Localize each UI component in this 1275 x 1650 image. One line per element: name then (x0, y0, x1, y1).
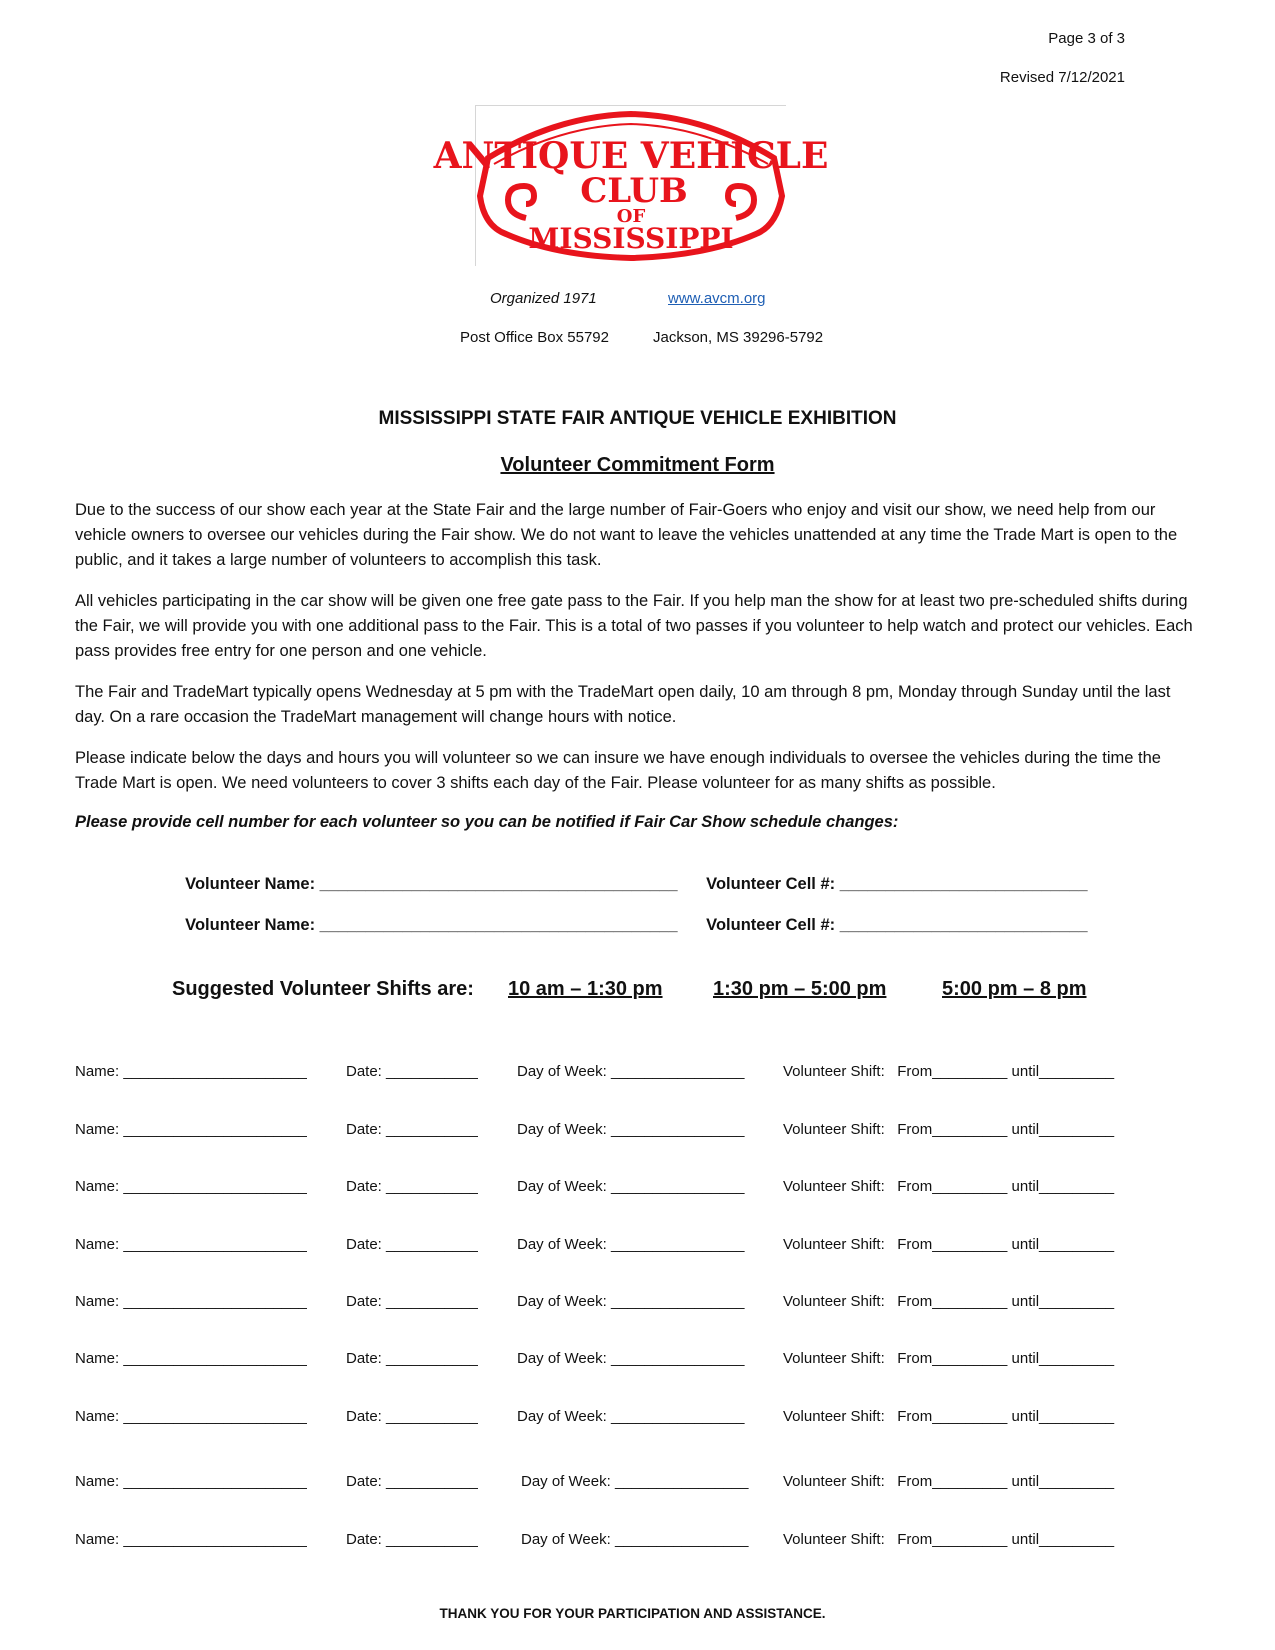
volunteer-name-label: Volunteer Name: (185, 875, 316, 893)
signup-row-cell (521, 1531, 748, 1548)
signup-row-cell (75, 1236, 307, 1253)
date-label: Date: (346, 1473, 382, 1490)
day-of-week-label: Day of Week: (517, 1236, 607, 1253)
logo-scroll-left (508, 186, 534, 218)
signup-row-cell (517, 1063, 744, 1080)
day-of-week-label: Day of Week: (517, 1121, 607, 1138)
date-field[interactable]: ___________ (386, 1178, 478, 1195)
day-of-week-label: Day of Week: (517, 1178, 607, 1195)
city-address: Jackson, MS 39296-5792 (653, 329, 824, 346)
date-field[interactable]: ___________ (386, 1473, 478, 1490)
name-field[interactable]: ______________________ (123, 1063, 307, 1080)
name-label: Name: (75, 1178, 120, 1195)
until-label: until (1011, 1408, 1040, 1425)
signup-row-cell (517, 1293, 744, 1310)
from-label: From (897, 1531, 933, 1548)
volunteer-cell-field[interactable]: ___________________________ (839, 916, 1088, 934)
document-title: MISSISSIPPI STATE FAIR ANTIQUE VEHICLE EXHIBITION (378, 408, 897, 429)
shift-option-1 (508, 978, 663, 1001)
volunteer-cell-label: Volunteer Cell #: (706, 875, 836, 893)
day-of-week-field[interactable]: ________________ (610, 1236, 745, 1253)
name-label: Name: (75, 1236, 120, 1253)
name-label: Name: (75, 1473, 120, 1490)
volunteer-shift-label: Volunteer Shift: (783, 1121, 885, 1138)
date-field[interactable]: ___________ (386, 1121, 478, 1138)
day-of-week-field[interactable]: ________________ (614, 1531, 749, 1548)
website-link[interactable]: www.avcm.org (668, 290, 766, 307)
day-of-week-label: Day of Week: (521, 1473, 611, 1490)
until-label: until (1011, 1473, 1040, 1490)
name-field[interactable]: ______________________ (123, 1178, 307, 1195)
signup-row-cell (346, 1473, 478, 1490)
form-title-text: Volunteer Commitment Form (500, 454, 775, 476)
name-label: Name: (75, 1350, 120, 1367)
from-label: From (897, 1121, 933, 1138)
logo-line-1: ANTIQUE VEHICLE (433, 135, 829, 177)
until-field[interactable]: _________ (1039, 1178, 1115, 1195)
from-field[interactable]: _________ (932, 1408, 1008, 1425)
day-of-week-label: Day of Week: (517, 1350, 607, 1367)
volunteer-cell-field[interactable]: ___________________________ (839, 875, 1088, 893)
signup-row-cell (75, 1121, 307, 1138)
day-of-week-label: Day of Week: (517, 1293, 607, 1310)
club-logo-graphic (433, 106, 829, 266)
day-of-week-field[interactable]: ________________ (610, 1121, 745, 1138)
until-label: until (1011, 1350, 1040, 1367)
po-box: Post Office Box 55792 (460, 329, 609, 346)
day-of-week-field[interactable]: ________________ (610, 1408, 745, 1425)
signup-row-cell (783, 1531, 1114, 1548)
signup-row-cell (783, 1236, 1114, 1253)
signup-row-cell (346, 1236, 478, 1253)
logo-line-3: OF (616, 206, 646, 227)
from-field[interactable]: _________ (932, 1473, 1008, 1490)
signup-row-cell (783, 1293, 1114, 1310)
date-field[interactable]: ___________ (386, 1531, 478, 1548)
signup-row-cell (75, 1063, 307, 1080)
until-label: until (1011, 1236, 1040, 1253)
signup-row-cell (346, 1063, 478, 1080)
paragraph-hours: The Fair and TradeMart typically opens Wednesday at 5 pm with the TradeMart open daily, 10 am through 8 pm, Monday through Sunday until the last day. On a rare occasion the TradeMart management will change hours with notice. (75, 683, 1171, 726)
date-label: Date: (346, 1293, 382, 1310)
from-label: From (897, 1473, 933, 1490)
name-field[interactable]: ______________________ (123, 1473, 307, 1490)
name-field[interactable]: ______________________ (123, 1293, 307, 1310)
from-label: From (897, 1293, 933, 1310)
volunteer-cell-label: Volunteer Cell #: (706, 916, 836, 934)
name-field[interactable]: ______________________ (123, 1531, 307, 1548)
paragraph-intro: Due to the success of our show each year at the State Fair and the large number of Fair-Goers who enjoy and visit our show, we need help from our vehicle owners to oversee our vehicles during the Fair show. We do not want to leave the vehicles unattended at any time the Trade Mart is open to the public, and it takes a large number of volunteers to accomplish this task. (75, 501, 1178, 569)
date-label: Date: (346, 1408, 382, 1425)
from-label: From (897, 1063, 933, 1080)
name-label: Name: (75, 1408, 120, 1425)
shift-option-2-text: 1:30 pm – 5:00 pm (713, 978, 887, 1000)
date-label: Date: (346, 1531, 382, 1548)
from-label: From (897, 1178, 933, 1195)
signup-row-cell (346, 1178, 478, 1195)
logo-line-4: MISSISSIPPI (528, 222, 734, 255)
volunteer-name-field[interactable]: _______________________________________ (319, 916, 678, 934)
signup-row-cell (75, 1293, 307, 1310)
day-of-week-field[interactable]: ________________ (610, 1350, 745, 1367)
paragraph-passes: All vehicles participating in the car show will be given one free gate pass to the Fair. If you help man the show for at least two pre-scheduled shifts during the Fair, we will provide you with one additional pass to the Fair. This is a total of two passes if you volunteer to help watch and protect our vehicles. Each pass provides free entry for one person and one vehicle. (75, 592, 1193, 660)
signup-row-cell (346, 1408, 478, 1425)
organized-year: Organized 1971 (490, 290, 597, 307)
day-of-week-label: Day of Week: (521, 1531, 611, 1548)
until-field[interactable]: _________ (1039, 1063, 1115, 1080)
signup-row-cell (521, 1473, 748, 1490)
from-field[interactable]: _________ (932, 1350, 1008, 1367)
until-field[interactable]: _________ (1039, 1121, 1115, 1138)
signup-row-cell (75, 1178, 307, 1195)
name-field[interactable]: ______________________ (123, 1236, 307, 1253)
from-label: From (897, 1236, 933, 1253)
signup-row-cell (783, 1063, 1114, 1080)
signup-row-cell (783, 1473, 1114, 1490)
signup-row-cell (346, 1350, 478, 1367)
signup-row-cell (783, 1121, 1114, 1138)
day-of-week-field[interactable]: ________________ (610, 1063, 745, 1080)
until-field[interactable]: _________ (1039, 1531, 1115, 1548)
volunteer-cell-group (697, 856, 1088, 894)
shift-option-2 (713, 978, 886, 1001)
signup-row-cell (517, 1408, 744, 1425)
name-label: Name: (75, 1293, 120, 1310)
signup-row-cell (517, 1121, 744, 1138)
date-field[interactable]: ___________ (386, 1408, 478, 1425)
name-label: Name: (75, 1121, 120, 1138)
volunteer-shift-label: Volunteer Shift: (783, 1063, 885, 1080)
volunteer-shift-label: Volunteer Shift: (783, 1178, 885, 1195)
cell-number-note: Please provide cell number for each volunteer so you can be notified if Fair Car Show schedule changes: (75, 813, 899, 831)
signup-row-cell (346, 1531, 478, 1548)
shift-option-3 (942, 978, 1087, 1001)
paragraph-instructions: Please indicate below the days and hours you will volunteer so we can insure we have enough individuals to oversee the vehicles during the time the Trade Mart is open. We need volunteers to cover 3 shifts each day of the Fair. Please volunteer for as many shifts as possible. (75, 749, 1161, 792)
name-field[interactable]: ______________________ (123, 1121, 307, 1138)
volunteer-shift-label: Volunteer Shift: (783, 1473, 885, 1490)
from-field[interactable]: _________ (932, 1293, 1008, 1310)
from-field[interactable]: _________ (932, 1236, 1008, 1253)
from-field[interactable]: _________ (932, 1178, 1008, 1195)
signup-row-cell (517, 1178, 744, 1195)
signup-row-cell (75, 1408, 307, 1425)
day-of-week-field[interactable]: ________________ (610, 1178, 745, 1195)
until-field[interactable]: _________ (1039, 1408, 1115, 1425)
from-field[interactable]: _________ (932, 1121, 1008, 1138)
until-field[interactable]: _________ (1039, 1293, 1115, 1310)
shift-option-1-text: 10 am – 1:30 pm (508, 978, 663, 1000)
name-label: Name: (75, 1531, 120, 1548)
signup-row-cell (75, 1473, 307, 1490)
signup-row-cell (783, 1350, 1114, 1367)
signup-row-cell (783, 1178, 1114, 1195)
logo-line-2: CLUB (580, 171, 688, 211)
day-of-week-field[interactable]: ________________ (610, 1293, 745, 1310)
volunteer-contact-row (176, 897, 678, 935)
volunteer-name-field[interactable]: _______________________________________ (319, 875, 678, 893)
date-field[interactable]: ___________ (386, 1063, 478, 1080)
day-of-week-label: Day of Week: (517, 1408, 607, 1425)
volunteer-cell-group (697, 897, 1088, 935)
from-field[interactable]: _________ (932, 1531, 1008, 1548)
from-field[interactable]: _________ (932, 1063, 1008, 1080)
signup-row-cell (517, 1350, 744, 1367)
date-field[interactable]: ___________ (386, 1293, 478, 1310)
volunteer-shift-label: Volunteer Shift: (783, 1236, 885, 1253)
date-label: Date: (346, 1350, 382, 1367)
volunteer-contact-row (176, 856, 678, 894)
until-label: until (1011, 1178, 1040, 1195)
date-label: Date: (346, 1236, 382, 1253)
volunteer-name-label: Volunteer Name: (185, 916, 316, 934)
suggested-shifts-label: Suggested Volunteer Shifts are: (172, 978, 474, 1000)
date-field[interactable]: ___________ (386, 1236, 478, 1253)
volunteer-shift-label: Volunteer Shift: (783, 1531, 885, 1548)
until-field[interactable]: _________ (1039, 1473, 1115, 1490)
signup-row-cell (75, 1350, 307, 1367)
signup-row-cell (783, 1408, 1114, 1425)
from-label: From (897, 1408, 933, 1425)
form-title (0, 454, 1275, 477)
until-field[interactable]: _________ (1039, 1236, 1115, 1253)
thank-you-footer: THANK YOU FOR YOUR PARTICIPATION AND ASSISTANCE. (439, 1606, 826, 1621)
day-of-week-label: Day of Week: (517, 1063, 607, 1080)
name-field[interactable]: ______________________ (123, 1350, 307, 1367)
volunteer-shift-label: Volunteer Shift: (783, 1408, 885, 1425)
until-field[interactable]: _________ (1039, 1350, 1115, 1367)
logo-scroll-right (728, 186, 754, 218)
date-label: Date: (346, 1063, 382, 1080)
until-label: until (1011, 1531, 1040, 1548)
date-label: Date: (346, 1178, 382, 1195)
day-of-week-field[interactable]: ________________ (614, 1473, 749, 1490)
until-label: until (1011, 1293, 1040, 1310)
signup-row-cell (517, 1236, 744, 1253)
from-label: From (897, 1350, 933, 1367)
date-field[interactable]: ___________ (386, 1350, 478, 1367)
until-label: until (1011, 1063, 1040, 1080)
volunteer-shift-label: Volunteer Shift: (783, 1350, 885, 1367)
revised-date: Revised 7/12/2021 (999, 69, 1125, 86)
name-label: Name: (75, 1063, 120, 1080)
club-logo (433, 105, 829, 266)
volunteer-shift-label: Volunteer Shift: (783, 1293, 885, 1310)
shift-option-3-text: 5:00 pm – 8 pm (942, 978, 1087, 1000)
signup-row-cell (346, 1121, 478, 1138)
name-field[interactable]: ______________________ (123, 1408, 307, 1425)
date-label: Date: (346, 1121, 382, 1138)
signup-row-cell (75, 1531, 307, 1548)
page-indicator: Page 3 of 3 (1048, 30, 1125, 47)
until-label: until (1011, 1121, 1040, 1138)
signup-row-cell (346, 1293, 478, 1310)
